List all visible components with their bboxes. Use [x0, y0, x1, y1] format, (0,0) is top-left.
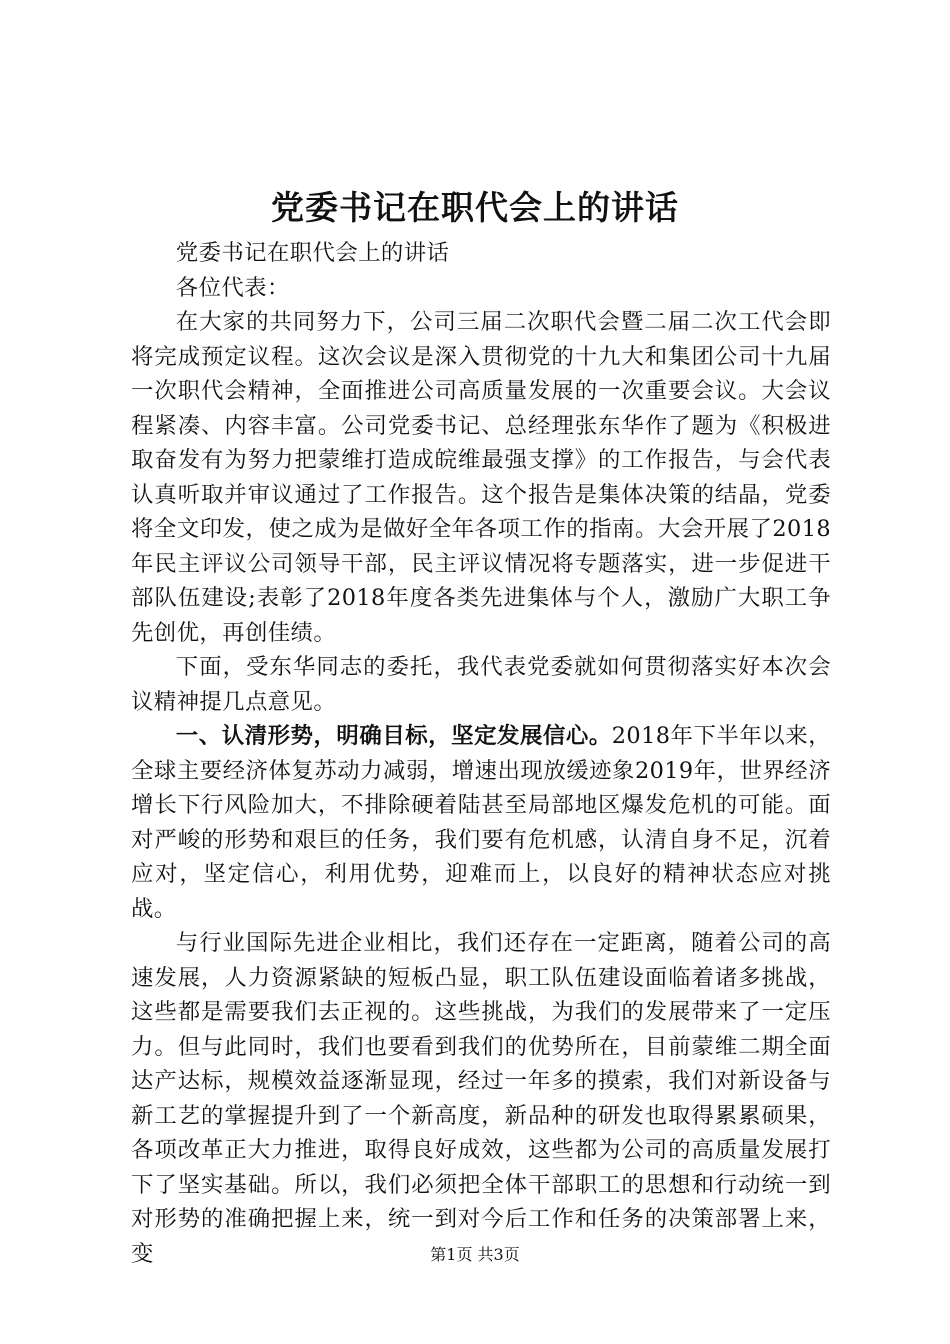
paragraph-4: 与行业国际先进企业相比，我们还存在一定距离，随着公司的高速发展，人力资源紧缺的短板凸显，职工队伍建设面临着诸多挑战，这些都是需要我们去正视的。这些挑战，为我们的发展带来了一定压力。但与此同时，我们也要看到我们的优势所在，目前蒙维二期全面达产达标，规模效益逐渐显现，经过一年多的摸索，我们对新设备与新工艺的掌握提升到了一个新高度，新品种的研发也取得累累硕果，各项改革正大力推进，取得良好成效，这些都为公司的高质量发展打下了坚实基础。所以，我们必须把全体干部职工的思想和行动统一到对形势的准确把握上来，统一到对今后工作和任务的决策部署上来，变 [131, 930, 831, 1267]
paragraph-1: 在大家的共同努力下，公司三届二次职代会暨二届二次工代会即将完成预定议程。这次会议是深入贯彻党的十九大和集团公司十九届一次职代会精神，全面推进公司高质量发展的一次重要会议。大会议程紧凑、内容丰富。公司党委书记、总经理张东华作了题为《积极进取奋发有为努力把蒙维打造成皖维最强支撑》的工作报告，与会代表认真听取并审议通过了工作报告。这个报告是集体决策的结晶，党委将全文印发，使之成为是做好全年各项工作的指南。大会开展了2018年民主评议公司领导干部，民主评议情况将专题落实，进一步促进干部队伍建设;表彰了2018年度各类先进集体与个人，激励广大职工争先创优，再创佳绩。 [131, 309, 831, 646]
document-body [131, 236, 831, 1271]
page-footer: 第1页 共3页 [430, 1245, 520, 1264]
paragraph-2: 下面，受东华同志的委托，我代表党委就如何贯彻落实好本次会议精神提几点意见。 [131, 654, 831, 715]
subtitle-line: 党委书记在职代会上的讲话 [175, 240, 450, 266]
section-1-text: 2018年下半年以来，全球主要经济体复苏动力减弱，增速出现放缓迹象2019年，世界经济增长下行风险加大，不排除硬着陆甚至局部地区爆发危机的可能。面对严峻的形势和艰巨的任务，我们要有危机感，认清自身不足，沉着应对，坚定信心，利用优势，迎难而上，以良好的精神状态应对挑战。 [131, 723, 831, 922]
salutation: 各位代表： [175, 274, 290, 301]
section-1-heading: 一、认清形势，明确目标，坚定发展信心。 [175, 723, 612, 749]
document-title: 党委书记在职代会上的讲话 [271, 188, 679, 227]
paragraph-3 [131, 719, 831, 926]
